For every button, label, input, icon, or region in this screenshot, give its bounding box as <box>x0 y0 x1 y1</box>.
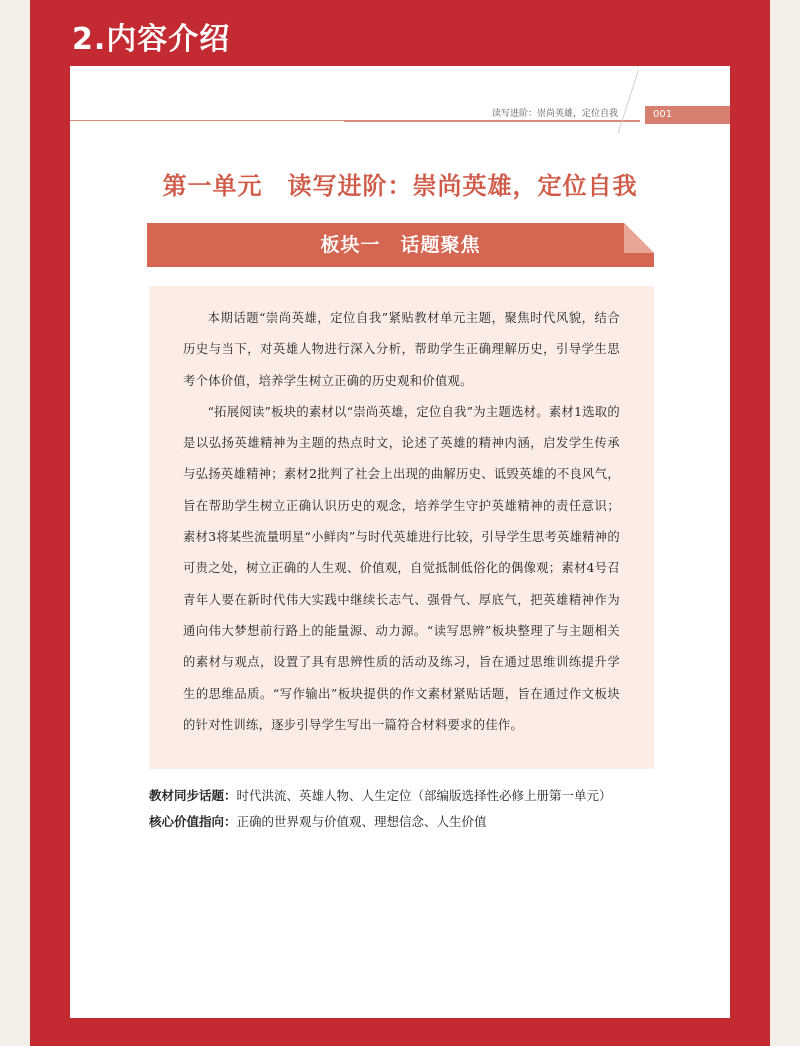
core-value-label: 核心价值指向： <box>149 814 237 829</box>
running-head: 读写进阶：崇尚英雄，定位自我 <box>491 109 618 119</box>
document-page <box>70 66 730 1018</box>
header-slash <box>618 70 639 133</box>
block-title: 板块一 话题聚焦 <box>320 234 481 256</box>
unit-title: 第一单元 读写进阶：崇尚英雄，定位自我 <box>162 172 638 200</box>
page-number: 001 <box>645 106 730 124</box>
textbook-topic-value: 时代洪流、英雄人物、人生定位（部编版选择性必修上册第一单元） <box>236 788 612 803</box>
core-value-value: 正确的世界观与价值观、理想信念、人生价值 <box>236 814 487 829</box>
core-value <box>149 812 689 830</box>
intro-box <box>149 286 654 769</box>
intro-paragraph: “拓展阅读”板块的素材以“崇尚英雄，定位自我”为主题选材。素材1选取的是以弘扬英雄精神为主题的热点时文，论述了英雄的精神内涵，启发学生传承与弘扬英雄精神；素材2批判了社会上出现的曲解历史、诋毁英雄的不良风气，旨在帮助学生树立正确认识历史的观念，培养学生守护英雄精神的责任意识；素材3将某些流量明星“小鲜肉”与时代英雄进行比较，引导学生思考英雄精神的可贵之处，树立正确的人生观、价值观，自觉抵制低俗化的偶像观；素材4号召青年人要在新时代伟大实践中继续长志气、强骨气、厚底气，把英雄精神作为通向伟大梦想前行路上的能量源、动力源。“读写思辨”板块整理了与主题相关的素材与观点，设置了具有思辨性质的活动及练习，旨在通过思维训练提升学生的思维品质。“写作输出”板块提供的作文素材紧贴话题，旨在通过作文板块的针对性训练，逐步引导学生写出一篇符合材料要求的佳作。 <box>183 404 620 732</box>
intro-paragraph: 本期话题“崇尚英雄，定位自我”紧贴教材单元主题，聚焦时代风貌，结合历史与当下，对英雄人物进行深入分析，帮助学生正确理解历史，引导学生思考个体价值，培养学生树立正确的历史观和价值观。 <box>183 311 620 388</box>
textbook-topic-label: 教材同步话题： <box>149 788 237 803</box>
block-banner <box>147 223 654 267</box>
textbook-topic <box>149 786 689 804</box>
header-rule <box>70 120 344 121</box>
header-rule-accent <box>344 120 640 122</box>
section-title: 2.内容介绍 <box>72 22 231 57</box>
